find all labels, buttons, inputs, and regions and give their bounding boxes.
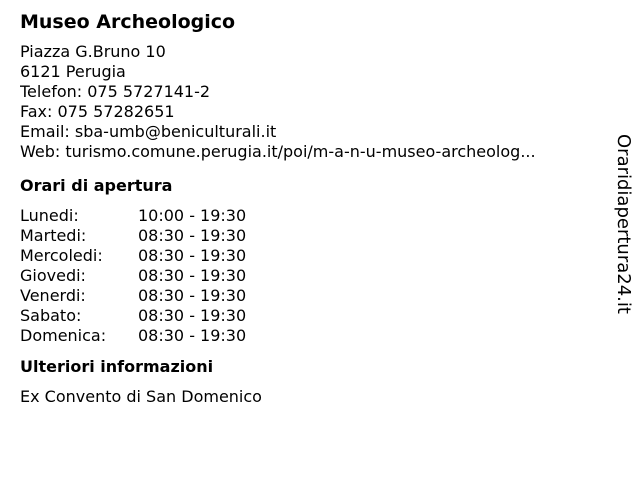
phone-number: Telefon: 075 5727141-2 [20, 82, 211, 101]
email-address: Email: sba-umb@beniculturali.it [20, 122, 277, 141]
page-title: Museo Archeologico [20, 11, 236, 33]
opening-hours-heading: Orari di apertura [20, 176, 173, 195]
hours-row-friday [20, 286, 605, 306]
address-street: Piazza G.Bruno 10 [20, 42, 166, 61]
hours-row-saturday [20, 306, 605, 326]
museum-card [20, 9, 605, 407]
day-label: Mercoledi: [20, 246, 103, 265]
additional-info-heading: Ulteriori informazioni [20, 357, 214, 376]
time-range: 08:30 - 19:30 [138, 326, 247, 345]
website-link[interactable]: Web: turismo.comune.perugia.it/poi/m-a-n-u-museo-archeolog... [20, 142, 536, 161]
time-range: 08:30 - 19:30 [138, 306, 247, 325]
day-label: Martedi: [20, 226, 87, 245]
hours-row-tuesday [20, 226, 605, 246]
time-range: 08:30 - 19:30 [138, 246, 247, 265]
address-city: 6121 Perugia [20, 62, 126, 81]
hours-row-wednesday [20, 246, 605, 266]
day-label: Venerdi: [20, 286, 86, 305]
opening-hours-table [20, 206, 605, 346]
hours-row-sunday [20, 326, 605, 346]
day-label: Giovedi: [20, 266, 86, 285]
time-range: 10:00 - 19:30 [138, 206, 247, 225]
hours-row-thursday [20, 266, 605, 286]
contact-block [20, 42, 605, 162]
hours-row-monday [20, 206, 605, 226]
fax-number: Fax: 075 57282651 [20, 102, 175, 121]
time-range: 08:30 - 19:30 [138, 286, 247, 305]
time-range: 08:30 - 19:30 [138, 226, 247, 245]
site-watermark: Oraridiapertura24.it [613, 134, 634, 314]
day-label: Domenica: [20, 326, 107, 345]
additional-info-text: Ex Convento di San Domenico [20, 387, 262, 406]
day-label: Sabato: [20, 306, 82, 325]
day-label: Lunedi: [20, 206, 79, 225]
time-range: 08:30 - 19:30 [138, 266, 247, 285]
